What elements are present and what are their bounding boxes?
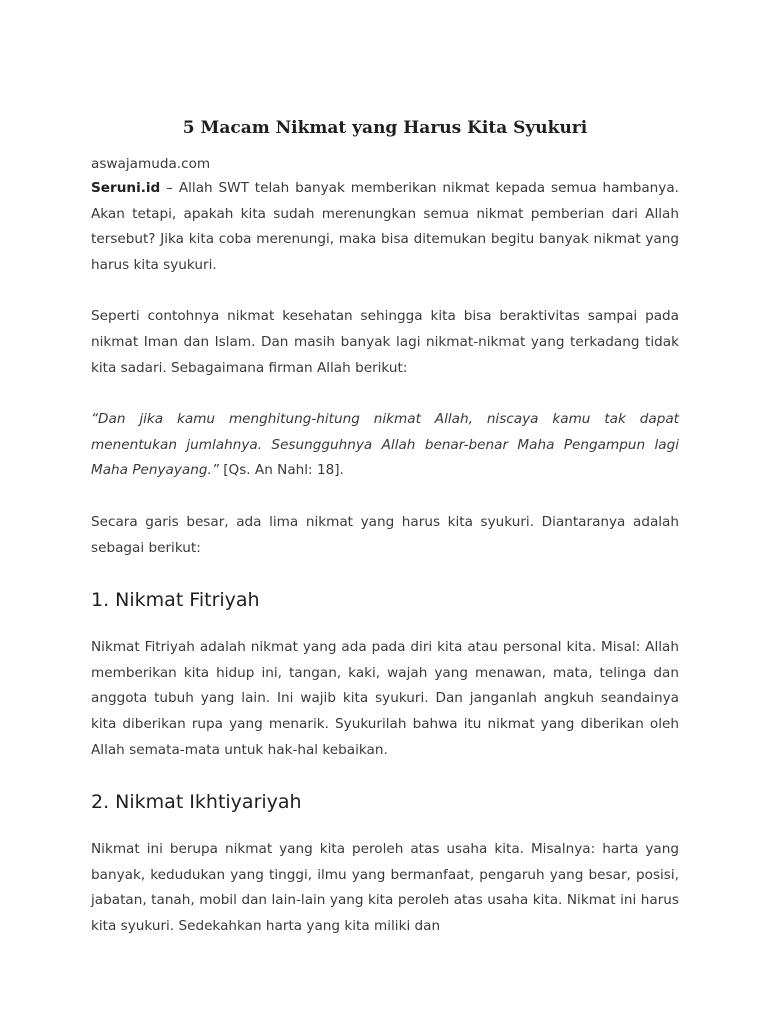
section-heading-2: 2. Nikmat Ikhtiyariyah [91, 791, 302, 814]
section-text-1: Nikmat Fitriyah adalah nikmat yang ada pada diri kita atau personal kita. Misal: Allah memberikan kita hidup ini, tangan, kaki, wajah yang menawan, mata, telinga dan anggota tubuh yang lain. Ini wajib kita syukuri. Dan janganlah angkuh seandainya kita diberikan rupa yang menarik. Syukurilah bahwa itu nikmat yang diberikan oleh Allah semata-mata untuk hak-hal kebaikan. [91, 639, 679, 758]
quote-citation: [Qs. An Nahl: 18]. [218, 462, 344, 479]
source-line: aswajamuda.com [91, 156, 211, 172]
section-text-2: Nikmat ini berupa nikmat yang kita peroleh atas usaha kita. Misalnya: harta yang banyak, kedudukan yang tinggi, ilmu yang bermanfaat, pengaruh yang besar, posisi, jabatan, tanah, mobil dan lain-lain yang kita peroleh atas usaha kita. Nikmat ini harus kita syukuri. Sedekahkan harta yang kita miliki dan [91, 841, 679, 934]
paragraph-2: Seperti contohnya nikmat kesehatan sehingga kita bisa beraktivitas sampai pada nikmat Iman dan Islam. Dan masih banyak lagi nikmat-nikmat yang terkadang tidak kita sadari. Sebagaimana firman Allah berikut: [91, 308, 679, 376]
section-heading-1: 1. Nikmat Fitriyah [91, 589, 260, 612]
intro-paragraph [91, 176, 679, 278]
brand-name: Seruni.id [91, 180, 161, 196]
article-title: 5 Macam Nikmat yang Harus Kita Syukuri [182, 118, 588, 138]
quote-paragraph [91, 407, 679, 484]
paragraph-4: Secara garis besar, ada lima nikmat yang harus kita syukuri. Diantaranya adalah sebagai berikut: [91, 513, 679, 556]
quote-text: “Dan jika kamu menghitung-hitung nikmat Allah, niscaya kamu tak dapat menentukan jumlahnya. Sesungguhnya Allah benar-benar Maha Pengampun lagi Maha Penyayang.” [91, 411, 679, 479]
intro-text: – Allah SWT telah banyak memberikan nikmat kepada semua hambanya. Akan tetapi, apakah kita sudah merenungkan semua nikmat pemberian dari Allah tersebut? Jika kita coba merenungi, maka bisa ditemukan begitu banyak nikmat yang harus kita syukuri. [91, 180, 679, 273]
